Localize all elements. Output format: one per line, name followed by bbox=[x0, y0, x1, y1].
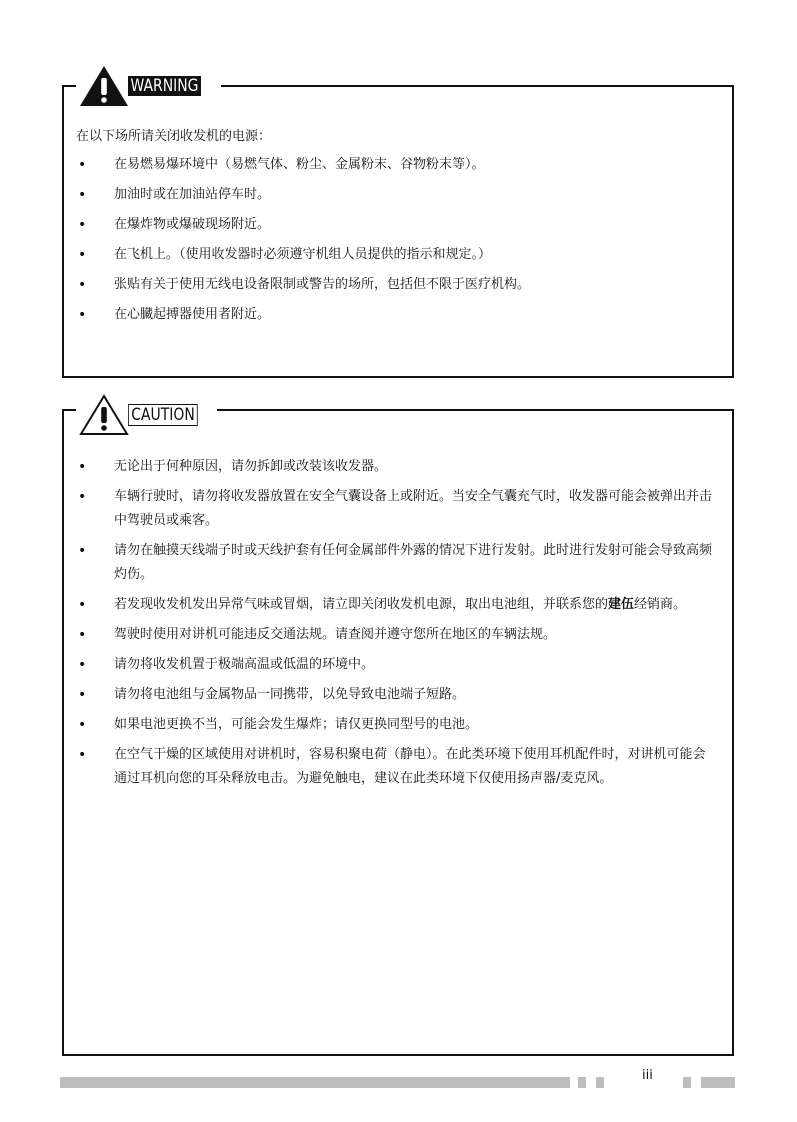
warning-item: • 在飞机上。（使用收发器时必须遵守机组人员提供的指示和规定。） bbox=[64, 243, 732, 267]
caution-item: • 车辆行驶时，请勿将收发器放置在安全气囊设备上或附近。当安全气囊充气时，收发器可能会被弹出并击中驾驶员或乘客。 bbox=[64, 485, 732, 533]
footer-bar-segment bbox=[578, 1077, 586, 1088]
footer-bar-segment bbox=[683, 1077, 691, 1088]
caution-list bbox=[64, 455, 732, 797]
footer-bar-segment bbox=[701, 1077, 735, 1088]
caution-item: • 如果电池更换不当，可能会发生爆炸；请仅更换同型号的电池。 bbox=[64, 713, 732, 737]
warning-box bbox=[62, 76, 734, 378]
warning-item: • 在易燃易爆环境中（易燃气体、粉尘、金属粉末、谷物粉末等）。 bbox=[64, 153, 732, 177]
warning-list bbox=[64, 153, 732, 333]
caution-item-text: 若发现收发机发出异常气味或冒烟，请立即关闭收发机电源，取出电池组，并联系您的 bbox=[114, 597, 609, 612]
caution-item: • 无论出于何种原因，请勿拆卸或改装该收发器。 bbox=[64, 455, 732, 479]
warning-triangle-icon bbox=[78, 64, 130, 108]
caution-header bbox=[76, 393, 217, 437]
caution-item: • 请勿将收发机置于极端高温或低温的环境中。 bbox=[64, 653, 732, 677]
footer-bar-segment bbox=[596, 1077, 604, 1088]
caution-item bbox=[64, 593, 732, 617]
warning-item: • 在心臓起搏器使用者附近。 bbox=[64, 303, 732, 327]
page-number: iii bbox=[642, 1068, 653, 1083]
warning-item: • 在爆炸物或爆破现场附近。 bbox=[64, 213, 732, 237]
footer-bar bbox=[60, 1077, 570, 1088]
warning-label: WARNING bbox=[128, 76, 201, 96]
warning-item: • 加油时或在加油站停车时。 bbox=[64, 183, 732, 207]
warning-header bbox=[76, 63, 221, 109]
caution-item-text: 经销商。 bbox=[634, 597, 687, 612]
caution-label: CAUTION bbox=[128, 404, 198, 426]
caution-item: • 在空气干燥的区域使用对讲机时，容易积聚电荷（静电）。在此类环境下使用耳机配件时，对讲机可能会通过耳机向您的耳朵释放电击。为避免触电，建议在此类环境下仅使用扬声器/麦克风。 bbox=[64, 743, 732, 791]
caution-item: • 请勿在触摸天线端子时或天线护套有任何金属部件外露的情况下进行发射。此时进行发射可能会导致高频灼伤。 bbox=[64, 539, 732, 587]
warning-item: • 张贴有关于使用无线电设备限制或警告的场所，包括但不限于医疗机构。 bbox=[64, 273, 732, 297]
caution-box bbox=[62, 405, 734, 1056]
caution-item: • 驾驶时使用对讲机可能违反交通法规。请查阅并遵守您所在地区的车辆法规。 bbox=[64, 623, 732, 647]
caution-item: • 请勿将电池组与金属物品一同携带，以免导致电池端子短路。 bbox=[64, 683, 732, 707]
caution-triangle-icon bbox=[78, 393, 130, 437]
warning-intro: 在以下场所请关闭收发机的电源： bbox=[76, 129, 272, 144]
brand-name: 建伍 bbox=[608, 597, 635, 612]
